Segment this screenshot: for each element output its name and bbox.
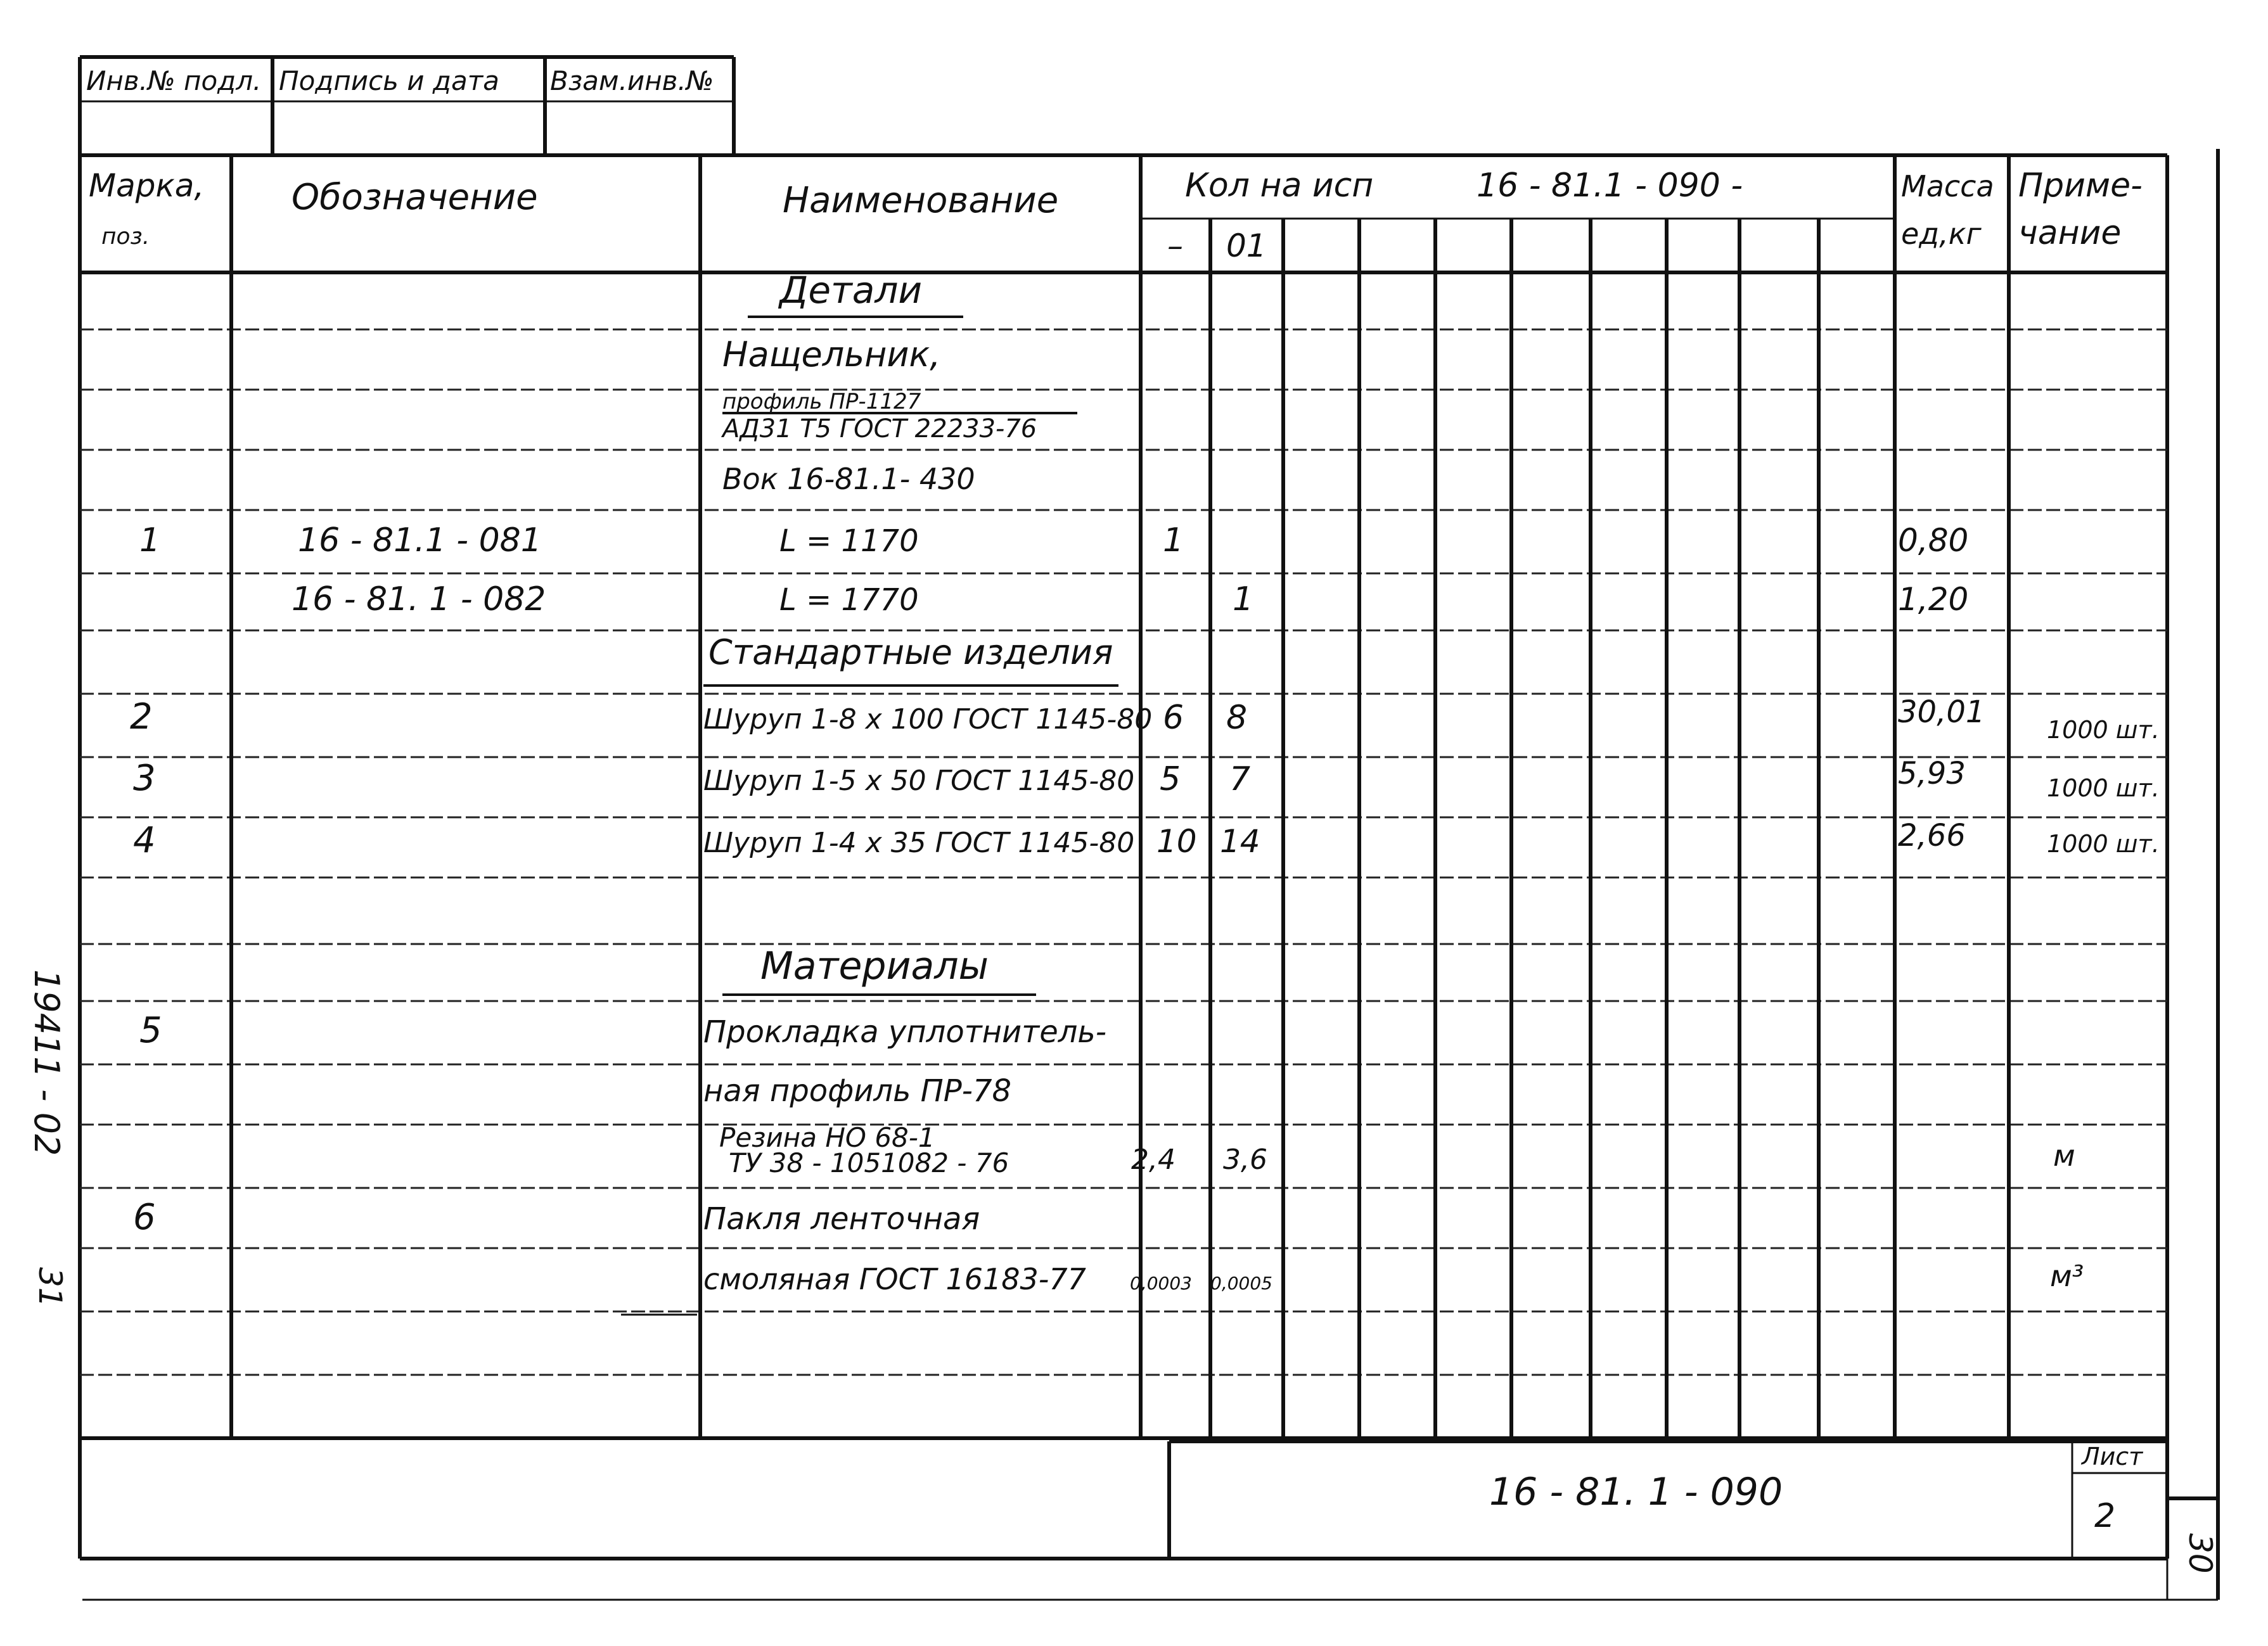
row-name: L = 1770: [779, 582, 919, 618]
row-name: Вок 16-81.1- 430: [722, 462, 975, 496]
header-oboznachenie: Обозначение: [292, 177, 538, 218]
row-name: Нащельник,: [722, 335, 941, 374]
sheet-label: Лист: [2082, 1443, 2143, 1471]
row-name-2: ТУ 38 - 1051082 - 76: [729, 1147, 1009, 1178]
header-prim-2: чание: [2018, 214, 2122, 252]
row-qty-2: 3,6: [1223, 1144, 1267, 1176]
stamp-header-sign: Подпись и дата: [279, 65, 499, 96]
row-name: Шуруп 1-5 х 50 ГОСТ 1145-80: [703, 765, 1135, 797]
row-mass: 30,01: [1898, 694, 1985, 730]
row-note: м³: [2050, 1259, 2084, 1293]
row-mark: 1: [139, 521, 161, 559]
table-row: [722, 462, 975, 496]
row-mass: 5,93: [1898, 756, 1966, 791]
row-designation: 16 - 81. 1 - 082: [292, 580, 546, 618]
sheet-number: 2: [2094, 1497, 2116, 1535]
row-note: м: [2053, 1139, 2075, 1173]
row-name: профиль ПР-1127: [722, 389, 921, 414]
row-mark: 5: [139, 1010, 162, 1051]
row-qty-2: 1: [1233, 580, 1254, 618]
row-mark: 6: [133, 1197, 156, 1238]
row-name: Пакля ленточная: [703, 1201, 980, 1237]
row-mass: 2,66: [1898, 818, 1966, 853]
row-mass: 1,20: [1898, 581, 1969, 618]
row-qty-2: 8: [1226, 699, 1248, 737]
row-qty-2: 14: [1220, 823, 1260, 860]
header-prim-1: Приме-: [2018, 167, 2143, 205]
row-name-2: АД31 Т5 ГОСТ 22233-76: [722, 414, 1037, 443]
page-number-right: 30: [2182, 1533, 2219, 1574]
header-naimenovanie: Наименование: [783, 180, 1059, 221]
archive-number: 19411 - 02: [27, 969, 67, 1156]
header-massa-1: Масса: [1901, 169, 1994, 203]
header-massa-2: ед,кг: [1901, 217, 1982, 251]
row-note: 1000 шт.: [2047, 774, 2160, 802]
row-name: Детали: [779, 269, 923, 312]
row-qty-2: 0,0005: [1210, 1273, 1272, 1294]
row-qty-1: 5: [1160, 760, 1181, 798]
header-poz: поз.: [101, 224, 150, 250]
header-col-01: 01: [1226, 227, 1267, 264]
table-row: [703, 1073, 1011, 1109]
table-row: [722, 335, 940, 374]
row-qty-2: 7: [1229, 760, 1251, 798]
header-col-dash: –: [1167, 227, 1183, 264]
row-mark: 4: [133, 820, 156, 861]
row-mark: 3: [133, 758, 156, 799]
row-mark: 2: [130, 696, 153, 737]
row-qty-1: 6: [1163, 699, 1184, 737]
row-note: 1000 шт.: [2047, 830, 2160, 858]
row-name: L = 1170: [779, 523, 919, 559]
doc-number: 16 - 81. 1 - 090: [1489, 1470, 1783, 1514]
row-name: Резина НО 68-1: [719, 1122, 935, 1153]
row-name: смоляная ГОСТ 16183-77: [703, 1262, 1086, 1296]
row-name: Шуруп 1-8 х 100 ГОСТ 1145-80: [703, 703, 1153, 736]
row-name: Материалы: [760, 944, 989, 988]
row-mass: 0,80: [1898, 522, 1969, 559]
row-name: Стандартные изделия: [708, 632, 1113, 672]
header-kol-na-isp: Кол на исп: [1185, 167, 1374, 205]
row-qty-1: 0,0003: [1130, 1273, 1192, 1294]
stamp-header-inv: Инв.№ подл.: [86, 65, 262, 96]
header-marka: Марка,: [89, 167, 205, 204]
page-number-left: 31: [32, 1267, 68, 1308]
row-qty-1: 2,4: [1131, 1144, 1176, 1176]
row-name: ная профиль ПР-78: [703, 1073, 1012, 1109]
row-note: 1000 шт.: [2047, 716, 2160, 744]
row-designation: 16 - 81.1 - 081: [298, 521, 542, 559]
row-qty-1: 10: [1156, 823, 1197, 860]
row-qty-1: 1: [1163, 521, 1184, 559]
stamp-header-replace: Взам.инв.№: [550, 65, 714, 96]
row-name: Прокладка уплотнитель-: [703, 1014, 1107, 1050]
header-doc-code: 16 - 81.1 - 090 -: [1477, 167, 1743, 205]
row-name: Шуруп 1-4 х 35 ГОСТ 1145-80: [703, 827, 1135, 859]
